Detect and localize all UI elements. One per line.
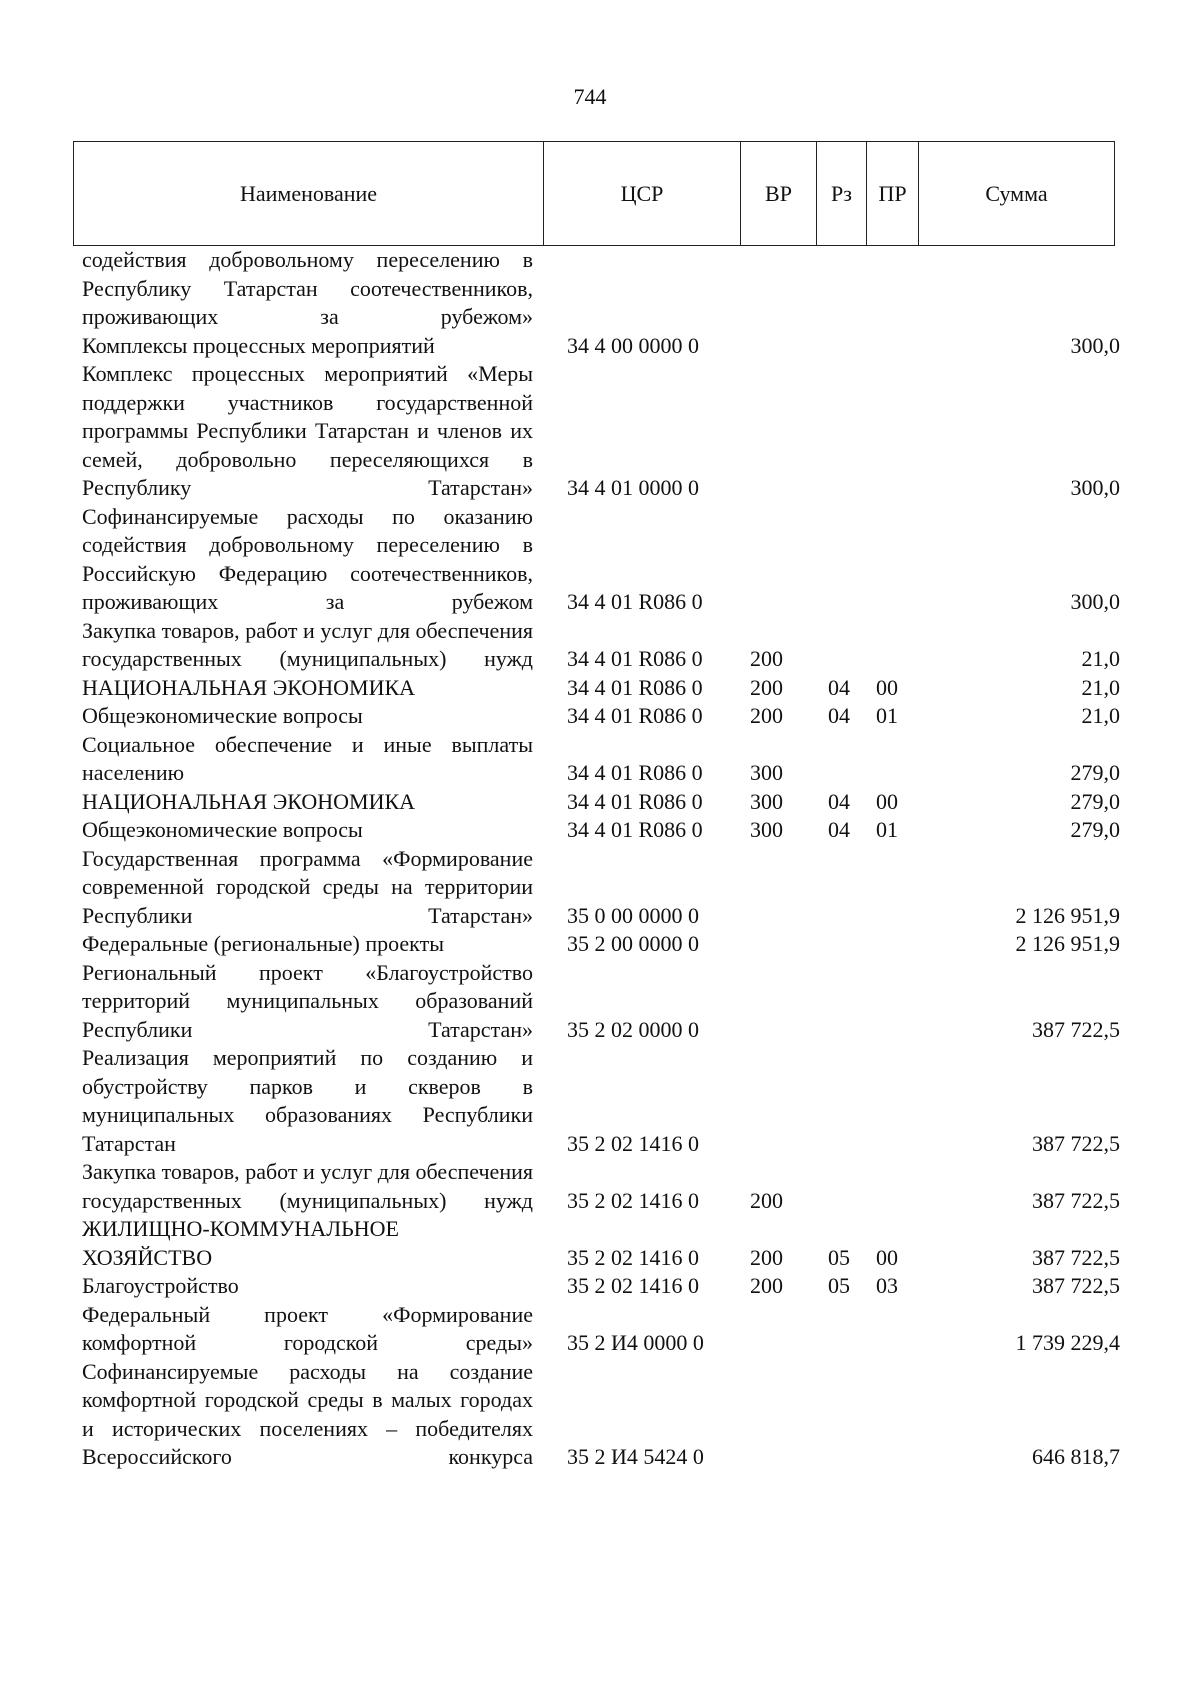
row-csr: 35 2 02 0000 0 xyxy=(567,1016,699,1042)
row-sum: 300,0 xyxy=(1070,589,1120,614)
header-pr: ПР xyxy=(867,142,919,246)
row-csr: 35 2 И4 5424 0 xyxy=(567,1444,704,1469)
row-sum: 387 722,5 xyxy=(1032,1273,1120,1298)
row-csr: 35 2 02 1416 0 xyxy=(567,1187,699,1213)
row-name: Социальное обеспечение и иные выплаты населению xyxy=(82,731,533,785)
row-sum: 2 126 951,9 xyxy=(1015,902,1120,928)
row-sum: 387 722,5 xyxy=(1032,1244,1120,1270)
table-row xyxy=(73,930,1133,959)
row-name: Общеэкономические вопросы xyxy=(82,817,363,842)
table-row xyxy=(73,1272,1133,1301)
row-rz: 04 xyxy=(828,788,850,814)
row-rz: 04 xyxy=(828,817,850,842)
header-name: Наименование xyxy=(74,142,544,246)
row-vr: 200 xyxy=(750,1273,783,1298)
row-sum: 21,0 xyxy=(1081,674,1120,700)
table-header xyxy=(73,141,1115,246)
row-name: Государственная программа «Формирование современной городской среды на территории Республики Татарстан» xyxy=(82,845,533,928)
header-rz: Рз xyxy=(817,142,867,246)
row-vr: 200 xyxy=(750,674,783,700)
table-row xyxy=(73,845,1133,931)
row-name: Общеэкономические вопросы xyxy=(82,703,363,728)
table-row xyxy=(73,1301,1133,1358)
row-pr: 03 xyxy=(876,1273,898,1298)
row-name: Комплексы процессных мероприятий xyxy=(82,332,435,358)
row-vr: 200 xyxy=(750,646,783,671)
row-name: Федеральные (региональные) проекты xyxy=(82,931,444,956)
row-sum: 1 739 229,4 xyxy=(1015,1330,1120,1355)
table-row xyxy=(73,1215,1133,1272)
row-vr: 300 xyxy=(750,817,783,842)
row-sum: 300,0 xyxy=(1070,475,1120,500)
row-csr: 34 4 01 R086 0 xyxy=(567,817,703,842)
row-csr: 34 4 01 R086 0 xyxy=(567,760,703,785)
row-vr: 300 xyxy=(750,760,783,785)
row-csr: 34 4 00 0000 0 xyxy=(567,332,699,358)
row-vr: 200 xyxy=(750,703,783,728)
row-name: Софинансируемые расходы по оказанию содействия добровольному переселению в Российскую Федерацию соотечественников, проживающих за рубежом xyxy=(82,503,533,614)
row-name: ЖИЛИЩНО-КОММУНАЛЬНОЕ ХОЗЯЙСТВО xyxy=(82,1216,399,1270)
table-row xyxy=(73,503,1133,617)
row-pr: 01 xyxy=(876,703,898,728)
row-sum: 21,0 xyxy=(1081,646,1120,671)
row-pr: 00 xyxy=(876,788,898,814)
table-row xyxy=(73,1158,1133,1215)
row-csr: 35 2 И4 0000 0 xyxy=(567,1330,704,1355)
table-row xyxy=(73,731,1133,788)
row-sum: 21,0 xyxy=(1081,703,1120,728)
row-sum: 279,0 xyxy=(1070,788,1120,814)
row-csr: 35 2 02 1416 0 xyxy=(567,1244,699,1270)
table-row xyxy=(73,674,1133,703)
table-row xyxy=(73,788,1133,817)
table-row xyxy=(73,816,1133,845)
row-name: Федеральный проект «Формирование комфортной городской среды» xyxy=(82,1301,533,1355)
row-name: Комплекс процессных мероприятий «Меры поддержки участников государственной программы Республики Татарстан и членов их семей, добровольно переселяющихся в Республику Татарстан» xyxy=(82,361,533,500)
row-csr: 35 2 00 0000 0 xyxy=(567,931,699,956)
header-vr: ВР xyxy=(741,142,817,246)
row-pr: 00 xyxy=(876,674,898,700)
row-sum: 387 722,5 xyxy=(1032,1016,1120,1042)
row-sum: 279,0 xyxy=(1070,817,1120,842)
row-name: Благоустройство xyxy=(82,1273,239,1298)
row-sum: 387 722,5 xyxy=(1032,1130,1120,1156)
header-sum: Сумма xyxy=(919,142,1115,246)
table-row xyxy=(73,702,1133,731)
row-pr: 01 xyxy=(876,817,898,842)
table-row xyxy=(73,332,1133,361)
row-csr: 35 2 02 1416 0 xyxy=(567,1130,699,1156)
row-rz: 05 xyxy=(828,1273,850,1298)
row-name: Закупка товаров, работ и услуг для обеспечения государственных (муниципальных) нужд xyxy=(82,1159,533,1213)
page-number: 744 xyxy=(573,84,607,109)
row-rz: 04 xyxy=(828,703,850,728)
row-vr: 200 xyxy=(750,1187,783,1213)
table-row xyxy=(73,360,1133,503)
row-vr: 300 xyxy=(750,788,783,814)
header-csr: ЦСР xyxy=(544,142,741,246)
row-csr: 34 4 01 R086 0 xyxy=(567,589,703,614)
row-csr: 34 4 01 R086 0 xyxy=(567,674,703,700)
row-pr: 00 xyxy=(876,1244,898,1270)
table-row xyxy=(73,959,1133,1045)
table-row xyxy=(73,1044,1133,1158)
table-body xyxy=(73,246,1133,1472)
row-sum: 300,0 xyxy=(1070,332,1120,358)
row-csr: 34 4 01 R086 0 xyxy=(567,703,703,728)
row-rz: 04 xyxy=(828,674,850,700)
row-name: Региональный проект «Благоустройство территорий муниципальных образований Республики Татарстан» xyxy=(82,959,533,1042)
table-row xyxy=(73,246,1133,332)
row-csr: 34 4 01 R086 0 xyxy=(567,646,703,671)
row-csr: 34 4 01 R086 0 xyxy=(567,788,703,814)
table-row xyxy=(73,617,1133,674)
row-csr: 35 2 02 1416 0 xyxy=(567,1273,699,1298)
row-csr: 35 0 00 0000 0 xyxy=(567,902,699,928)
row-name: содействия добровольному переселению в Республику Татарстан соотечественников, проживающих за рубежом» xyxy=(82,247,533,329)
row-name: НАЦИОНАЛЬНАЯ ЭКОНОМИКА xyxy=(82,674,416,700)
row-vr: 200 xyxy=(750,1244,783,1270)
row-name: Закупка товаров, работ и услуг для обеспечения государственных (муниципальных) нужд xyxy=(82,617,533,671)
row-rz: 05 xyxy=(828,1244,850,1270)
row-csr: 34 4 01 0000 0 xyxy=(567,475,699,500)
row-sum: 646 818,7 xyxy=(1032,1444,1120,1469)
row-sum: 279,0 xyxy=(1070,760,1120,785)
row-sum: 2 126 951,9 xyxy=(1015,931,1120,956)
row-sum: 387 722,5 xyxy=(1032,1187,1120,1213)
row-name: НАЦИОНАЛЬНАЯ ЭКОНОМИКА xyxy=(82,788,416,814)
row-name: Реализация мероприятий по созданию и обустройству парков и скверов в муниципальных образованиях Республики Татарстан xyxy=(82,1045,533,1156)
table-row xyxy=(73,1358,1133,1472)
row-name: Софинансируемые расходы на создание комфортной городской среды в малых городах и исторических поселениях – победителях Всероссийского конкурса xyxy=(82,1358,533,1469)
